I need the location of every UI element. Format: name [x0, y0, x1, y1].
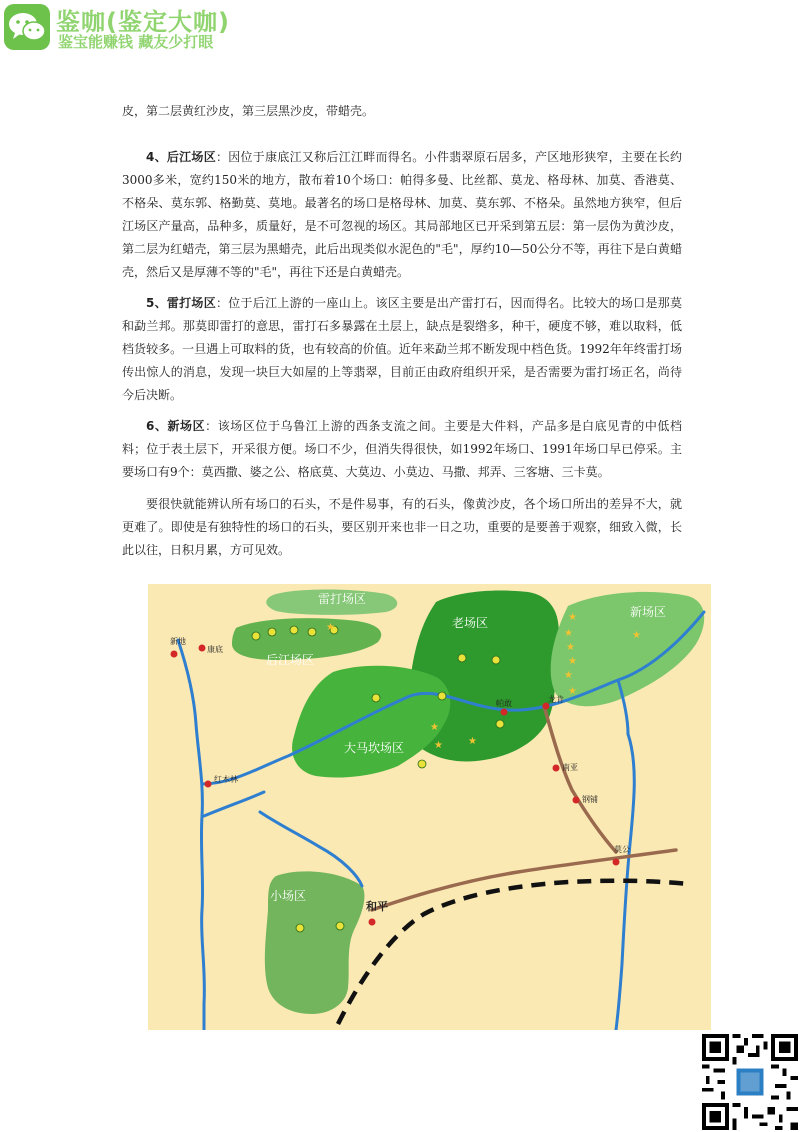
town-dot-nanya [553, 765, 560, 772]
check-icon [438, 692, 446, 700]
paragraph-leida [122, 292, 682, 407]
label-nanya: 南亚 [562, 763, 578, 772]
check-icon [252, 632, 260, 640]
paragraph-summary: 要很快就能辨认所有场口的石头，不是件易事，有的石头，像黄沙皮，各个场口所出的差异不大，就更难了。即使是有独特性的场口的石头，要区别开来也非一日之功，重要的是要善于观察，细致入微，长此以往，日积月累，方可见效。 [122, 497, 682, 557]
label-mogong: 莫公 [614, 845, 630, 854]
star-icon: ★ [564, 670, 573, 681]
star-icon: ★ [468, 736, 477, 747]
label-xinchang: 新场区 [630, 605, 667, 619]
town-dot-gangpu [573, 797, 580, 804]
label-laochang: 老场区 [452, 616, 489, 630]
check-icon [496, 720, 504, 728]
label-pakan: 帕敢 [496, 699, 512, 708]
paragraph-continuation: 皮，第二层黄红沙皮，第三层黑沙皮，带蜡壳。 [122, 104, 375, 118]
paragraph-houjiang [122, 146, 682, 284]
heading-houjiang: 4、后江场区 [146, 150, 216, 164]
town-dot-heping [369, 919, 376, 926]
star-icon: ★ [434, 740, 443, 751]
body-leida: ：位于后江上游的一座山上。该区主要是出产雷打石，因而得名。比较大的场口是那莫和勐兰邦。那莫即雷打的意思，雷打石多暴露在土层上，缺点是裂绺多，种干，硬度不够，难以取料，低档货较多。一旦遇上可取料的货，也有较高的价值。近年来勐兰邦不断发现中档色货。1992年年终雷打场传出惊人的消息，发现一块巨大如屋的上等翡翠，目前正由政府组织开采，是否需要为雷打场正名，尚待今后决断。 [122, 296, 682, 402]
check-icon [268, 628, 276, 636]
body-houjiang: ：因位于康底江又称后江江畔而得名。小件翡翠原石居多，产区地形狭窄，主要在长约3000多米，宽约150米的地方，散布着10个场口：帕得多曼、比丝都、莫龙、格母林、加莫、香港莫、不格朵、莫东郭、格勤莫、莫地。最著名的场口是格母林、加莫、莫东郭、不格朵。虽然地方狭窄，但后江场区产量高，品种多，质量好，是不可忽视的场区。其局部地区已开采到第五层：第一层伪为黄沙皮，第二层为红蜡壳，第三层为黑蜡壳，此后出现类似水泥色的"毛"，厚约10—50公分不等，再往下是白黄蜡壳，然后又是厚薄不等的"毛"，再往下还是白黄蜡壳。 [122, 150, 682, 279]
body-xinchang: ：该场区位于乌鲁江上游的西条支流之间。主要是大件料，产品多是白底见青的中低档料；位于表土层下，开采很方便。场口不少，但消失得很快，如1992年场口、1991年场口早已停采。主要场口有9个：莫西撒、婆之公、格底莫、大莫边、小莫边、马撒、邦弄、三客塘、三卡莫。 [122, 419, 682, 479]
star-icon: ★ [430, 722, 439, 733]
star-icon: ★ [326, 622, 335, 633]
label-damakan: 大马坎场区 [344, 741, 405, 755]
star-icon: ★ [566, 642, 575, 653]
check-icon [296, 924, 304, 932]
town-dot-pakan [501, 709, 508, 716]
wechat-logo-icon [4, 4, 50, 50]
check-icon [372, 694, 380, 702]
mining-area-map [148, 584, 711, 1030]
check-icon [308, 628, 316, 636]
town-dot-kangdi [199, 645, 206, 652]
label-gangpu: 钢铺 [582, 795, 598, 804]
star-icon: ★ [564, 628, 573, 639]
qr-code [702, 1034, 798, 1130]
label-heping: 和平 [366, 900, 388, 913]
label-hongmulin: 红木林 [214, 775, 238, 784]
label-kangdi: 康底 [207, 645, 223, 654]
town-dot-hongmulin [205, 781, 212, 788]
star-icon: ★ [568, 656, 577, 667]
label-xindi: 新地 [170, 637, 186, 646]
star-icon: ★ [568, 612, 577, 623]
check-icon [290, 626, 298, 634]
check-icon [492, 656, 500, 664]
town-dot-mogong [613, 859, 620, 866]
watermark-slogan: 鉴宝能赚钱 藏友少打眼 [58, 33, 214, 51]
label-houjiang: 后江场区 [266, 653, 315, 667]
watermark-title: 鉴咖(鉴定大咖) [56, 8, 230, 36]
heading-leida: 5、雷打场区 [146, 296, 216, 310]
label-xiaochang: 小场区 [270, 889, 307, 903]
check-icon [336, 922, 344, 930]
check-icon [458, 654, 466, 662]
watermark [0, 0, 280, 54]
star-icon: ★ [568, 686, 577, 697]
label-leida: 雷打场区 [318, 592, 367, 606]
check-icon [418, 760, 426, 768]
heading-xinchang: 6、新场区 [146, 419, 206, 433]
paragraph-xinchang [122, 415, 682, 484]
town-dot-xindi [171, 651, 178, 658]
star-icon: ★ [632, 630, 641, 641]
label-longken: 龙肯 [548, 695, 564, 704]
